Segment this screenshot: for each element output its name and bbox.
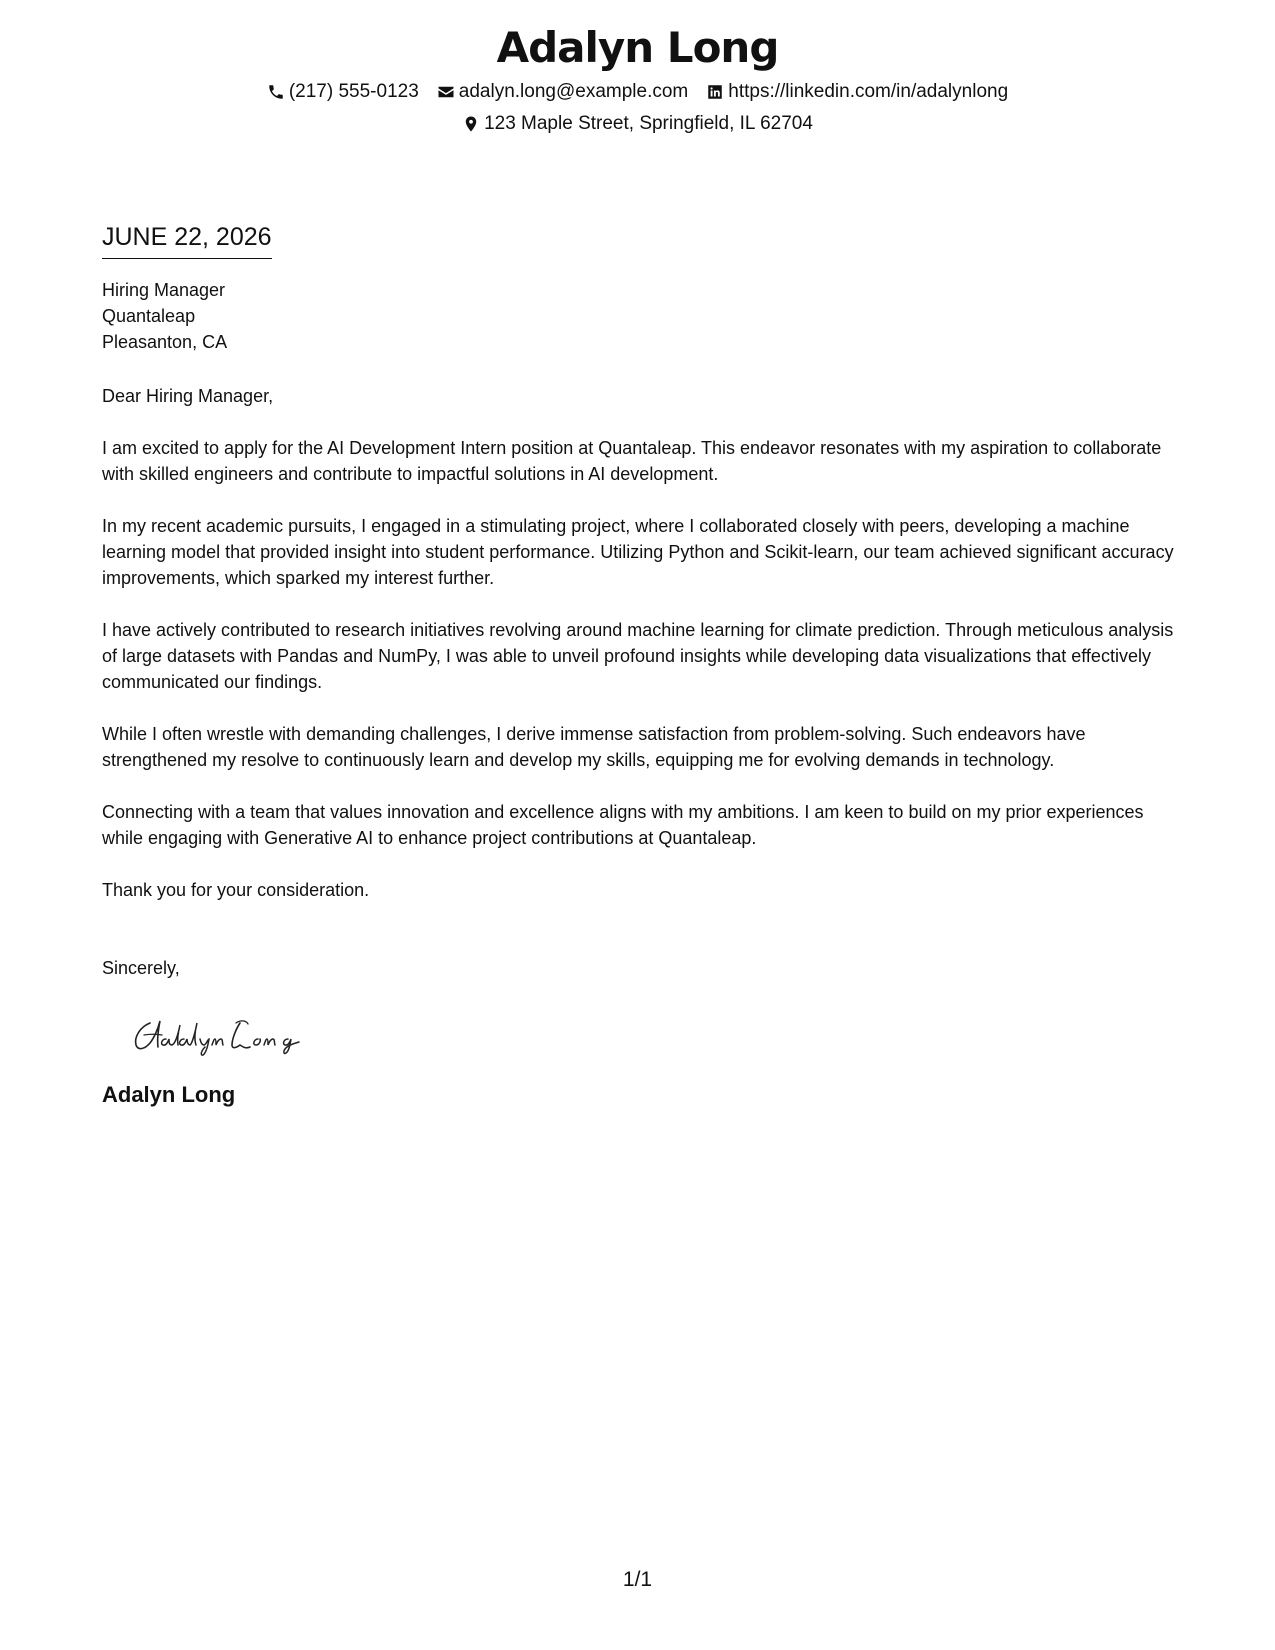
contact-address <box>462 110 813 138</box>
address-line <box>0 110 1275 138</box>
salutation: Dear Hiring Manager, <box>102 386 274 406</box>
body-paragraph: I am excited to apply for the AI Development Intern position at Quantaleap. This endeavor resonates with my aspiration to collaborate with skilled engineers and contribute to impactful solutions in AI development. <box>102 438 1162 484</box>
body-paragraph: While I often wrestle with demanding challenges, I derive immense satisfaction from problem-solving. Such endeavors have strengthened my resolve to continuously learn and develop my skills, equipping me for evolving demands in technology. <box>102 724 1086 770</box>
recipient-company: Quantaleap <box>102 306 196 326</box>
recipient-title: Hiring Manager <box>102 280 226 300</box>
contact-line <box>0 78 1275 106</box>
signer-name: Adalyn Long <box>102 1082 236 1107</box>
closing: Sincerely, <box>102 958 180 978</box>
letter-body <box>102 220 1182 1108</box>
linkedin-link[interactable]: https://linkedin.com/in/adalynlong <box>728 81 1009 102</box>
letter-date: JUNE 22, 2026 <box>102 220 272 259</box>
body-paragraph: In my recent academic pursuits, I engaged in a stimulating project, where I collaborated closely with peers, developing a machine learning model that provided insight into student performance. Utilizing Python and Scikit-learn, our team achieved significant accuracy improvements, which sparked my interest further. <box>102 516 1174 588</box>
page-number: 1/1 <box>622 1568 653 1591</box>
recipient-block <box>102 277 1182 355</box>
phone-text: (217) 555-0123 <box>288 81 419 102</box>
body-paragraph: Connecting with a team that values innovation and excellence aligns with my ambitions. I am keen to build on my prior experiences while engaging with Generative AI to enhance project contributions at Quantaleap. <box>102 802 1144 848</box>
handwritten-signature <box>128 1009 338 1059</box>
contact-linkedin[interactable] <box>706 78 1008 106</box>
letter-header <box>0 22 1275 138</box>
phone-icon <box>267 83 285 101</box>
contact-email[interactable] <box>437 78 688 106</box>
linkedin-icon <box>706 83 724 101</box>
body-paragraph: Thank you for your consideration. <box>102 880 370 900</box>
body-paragraph: I have actively contributed to research initiatives revolving around machine learning for climate prediction. Through meticulous analysis of large datasets with Pandas and NumPy, I was able to unveil profound insights while developing data visualizations that effectively communicated our findings. <box>102 620 1174 692</box>
map-pin-icon <box>462 115 480 133</box>
address-text: 123 Maple Street, Springfield, IL 62704 <box>484 113 813 134</box>
recipient-location: Pleasanton, CA <box>102 332 228 352</box>
contact-phone <box>267 78 419 106</box>
email-link[interactable]: adalyn.long@example.com <box>458 81 689 102</box>
sender-name: Adalyn Long <box>496 23 779 72</box>
envelope-icon <box>437 83 455 101</box>
